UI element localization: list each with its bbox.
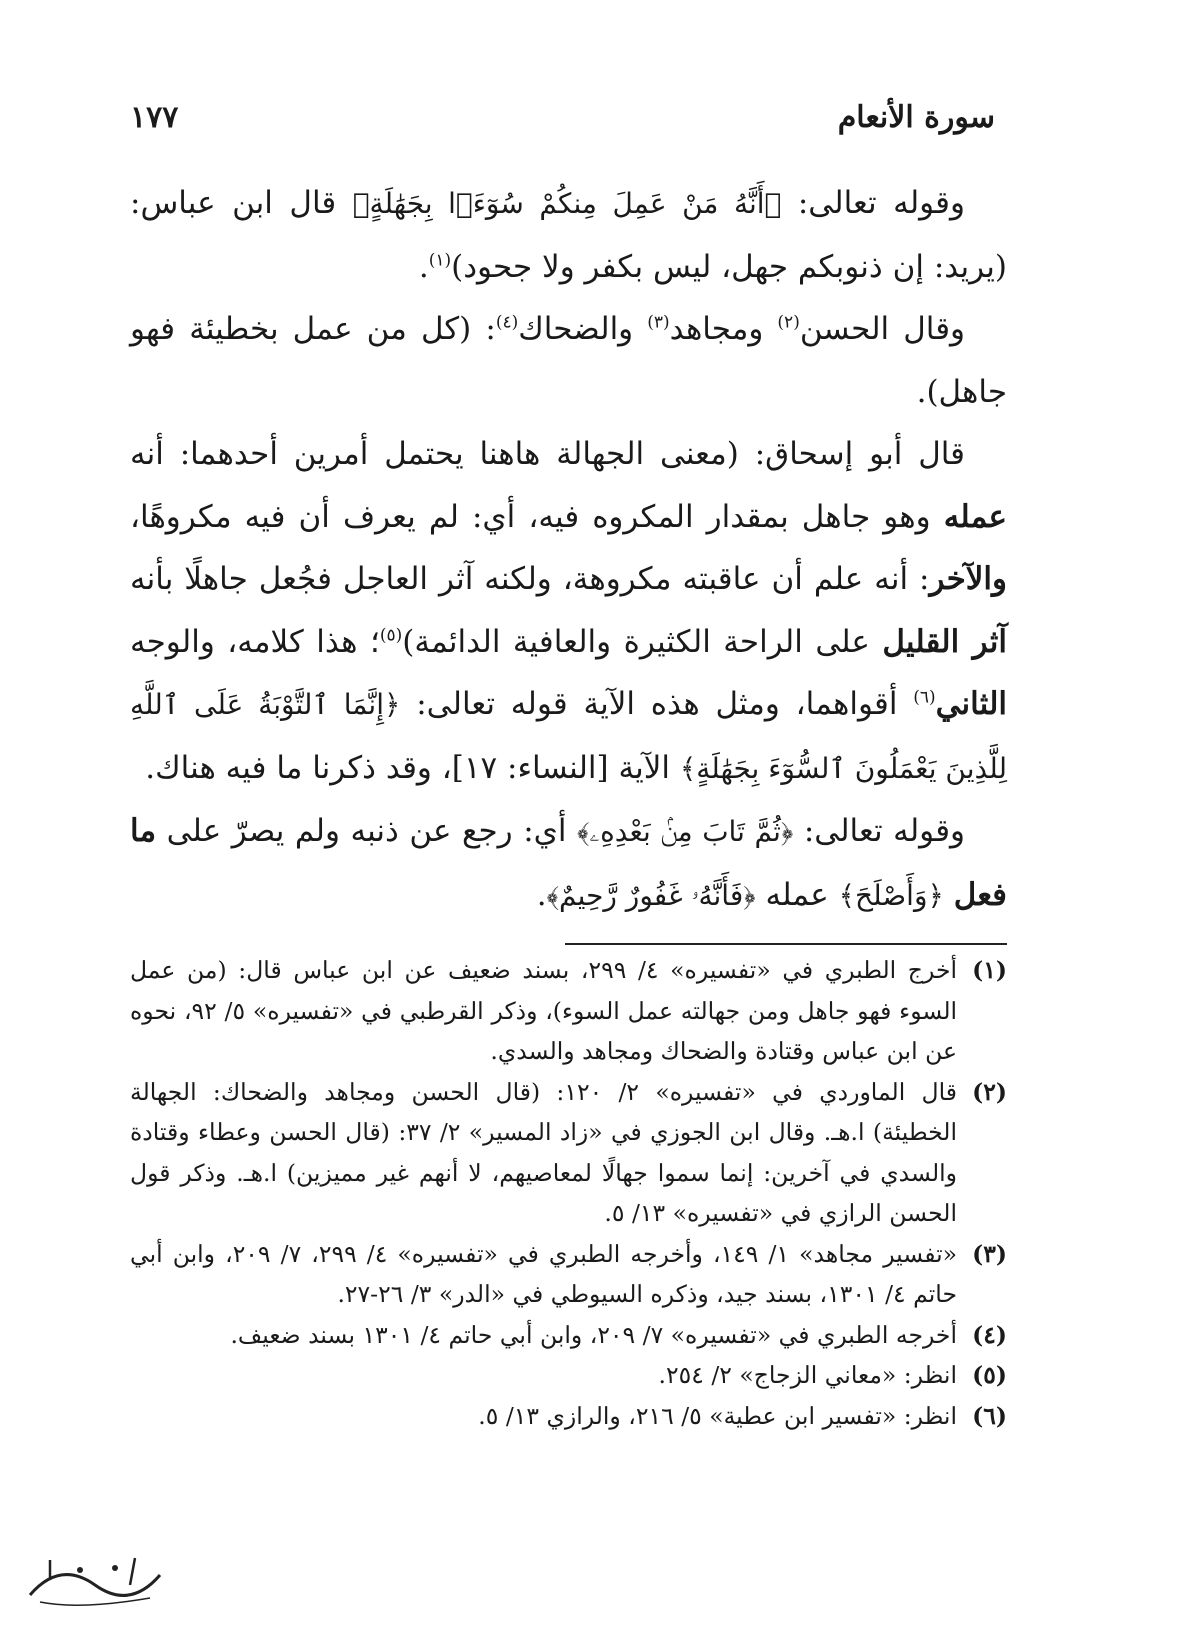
text-run: وقال الحسن bbox=[799, 311, 965, 347]
quran-verse: ﴿إِنَّمَا ٱلتَّوْبَةُ عَلَى ٱللَّهِ لِلَّذِينَ يَعْمَلُونَ ٱلسُّوٓءَ بِجَهَٰلَةٍ﴾ bbox=[130, 688, 1007, 785]
footnote-ref[interactable]: (٦) bbox=[913, 687, 936, 708]
text-run: وهو جاهل بمقدار المكروه فيه، أي: لم يعرف أن فيه مكروهًا، bbox=[130, 498, 944, 535]
footnote-number: (٦) bbox=[972, 1401, 1007, 1430]
footnote-number: (١) bbox=[972, 956, 1007, 984]
page-number: ١٧٧ bbox=[130, 100, 179, 135]
footnote-text: «تفسير مجاهد» ١/ ١٤٩، وأخرجه الطبري في «تفسيره» ٤/ ٢٩٩، ٧/ ٢٠٩، وابن أبي حاتم ٤/ ١٣٠١، بسند جيد، وذكره السيوطي في «الدر» ٣/ ٢٦-٢٧. bbox=[130, 1239, 958, 1308]
footnote-1 bbox=[130, 950, 1007, 1072]
footnote-separator bbox=[565, 943, 1007, 945]
text-run: . bbox=[536, 876, 547, 913]
footnote-number: (٥) bbox=[972, 1361, 1007, 1389]
text-run: على الراحة الكثيرة والعافية الدائمة) bbox=[402, 623, 883, 660]
footnote-4 bbox=[130, 1315, 1007, 1356]
footnote-3 bbox=[130, 1234, 1007, 1315]
footnote-text: قال الماوردي في «تفسيره» ٢/ ١٢٠: (قال الحسن ومجاهد والضحاك: الجهالة الخطيئة) ا.هـ. وقال ابن الجوزي في «زاد المسير» ٢/ ٣٧: (قال الحسن وعطاء وقتادة والسدي في آخرين: إنما سموا جهالًا لمعاصيهم، لا أنهم غير مميزين) ا.هـ. وذكر قول الحسن الرازي في «تفسيره» ١٣/ ٥. bbox=[130, 1077, 957, 1227]
footnote-text: أخرجه الطبري في «تفسيره» ٧/ ٢٠٩، وابن أبي حاتم ٤/ ١٣٠١ بسند ضعيف. bbox=[230, 1320, 957, 1349]
text-run: عمله bbox=[755, 876, 839, 913]
main-text bbox=[130, 172, 1007, 927]
footnote-ref[interactable]: (٢) bbox=[777, 312, 800, 333]
footnote-text: انظر: «تفسير ابن عطية» ٥/ ٢١٦، والرازي ١٣/ ٥. bbox=[478, 1401, 957, 1430]
footnote-number: (٢) bbox=[972, 1077, 1007, 1106]
bold-run: عمله bbox=[943, 498, 1007, 535]
text-run: وقوله تعالى: bbox=[781, 185, 965, 221]
text-run: ؛ هذا كلامه، والوجه bbox=[130, 623, 380, 660]
footnote-5 bbox=[130, 1355, 1007, 1396]
footnote-6 bbox=[130, 1396, 1007, 1437]
footnote-text: انظر: «معاني الزجاج» ٢/ ٢٥٤. bbox=[658, 1361, 957, 1389]
publisher-logo bbox=[20, 1540, 170, 1620]
page-header bbox=[130, 100, 995, 150]
text-run: قال أبو إسحاق: (معنى الجهالة هاهنا يحتمل أمرين أحدهما: أنه bbox=[130, 436, 965, 472]
paragraph-3 bbox=[130, 423, 1007, 800]
quran-verse: ﴿وَأَصْلَحَ﴾ bbox=[838, 878, 944, 912]
paragraph-4 bbox=[130, 800, 1007, 927]
text-run: : (كل من عمل بخطيئة فهو جاهل). bbox=[130, 311, 1007, 410]
footnote-ref[interactable]: (١) bbox=[428, 250, 452, 271]
footnote-number: (٣) bbox=[972, 1239, 1007, 1268]
bold-run: آثر القليل bbox=[882, 623, 1007, 660]
text-run: . bbox=[418, 248, 429, 285]
text-run: أقواهما، ومثل هذه الآية قوله تعالى: bbox=[400, 686, 914, 722]
text-run: قال ابن عباس: (يريد: إن ذنوبكم جهل، ليس بكفر ولا جحود) bbox=[130, 185, 1007, 285]
footnotes bbox=[130, 950, 1007, 1436]
quran-verse: ﴿ثُمَّ تَابَ مِنۢ بَعْدِهِۦ﴾ bbox=[577, 815, 794, 848]
text-run: : أنه علم أن عاقبته مكروهة، ولكنه آثر العاجل فجُعل جاهلًا بأنه bbox=[130, 561, 930, 597]
surah-title: سورة الأنعام bbox=[837, 100, 995, 135]
text-run: والضحاك bbox=[518, 311, 648, 347]
text-run: وقوله تعالى: bbox=[793, 813, 965, 849]
bold-run: والآخر bbox=[929, 561, 1007, 597]
paragraph-2 bbox=[130, 298, 1007, 423]
text-run bbox=[944, 877, 954, 913]
quran-verse: ﴿أَنَّهُ مَنْ عَمِلَ مِنكُمْ سُوٓءَۢا بِجَهَٰلَةٍ﴾ bbox=[352, 187, 782, 220]
paragraph-1 bbox=[130, 172, 1007, 298]
footnote-ref[interactable]: (٣) bbox=[647, 312, 670, 333]
text-run: ومجاهد bbox=[669, 311, 778, 347]
bold-run: ما فعل bbox=[130, 813, 1007, 913]
bold-run: الثاني bbox=[935, 686, 1007, 722]
text-run: أي: رجع عن ذنبه ولم يصرّ على bbox=[156, 813, 578, 849]
footnote-2 bbox=[130, 1072, 1007, 1234]
footnote-number: (٤) bbox=[972, 1320, 1007, 1349]
footnote-ref[interactable]: (٤) bbox=[495, 312, 519, 333]
footnote-text: أخرج الطبري في «تفسيره» ٤/ ٢٩٩، بسند ضعيف عن ابن عباس قال: (من عمل السوء فهو جاهل ومن جهالته عمل السوء)، وذكر القرطبي في «تفسيره» ٥/ ٩٢، نحوه عن ابن عباس وقتادة والضحاك ومجاهد والسدي. bbox=[130, 956, 958, 1065]
footnote-ref[interactable]: (٥) bbox=[379, 625, 403, 646]
text-run: الآية [النساء: ١٧]، وقد ذكرنا ما فيه هناك. bbox=[145, 749, 680, 786]
quran-verse: ﴿فَأَنَّهُۥ غَفُورٌ رَّحِيمٌ﴾ bbox=[546, 878, 756, 912]
